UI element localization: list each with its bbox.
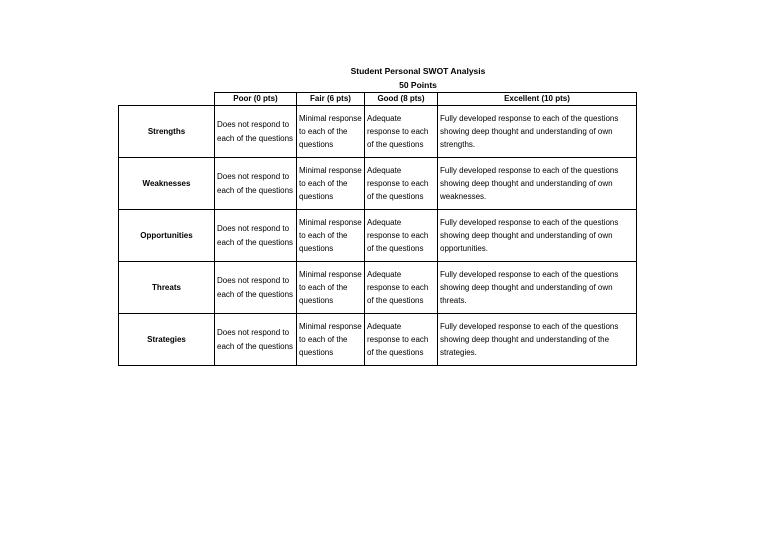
header-row	[119, 93, 637, 106]
header-blank-cell	[119, 93, 215, 106]
header-excellent: Excellent (10 pts)	[438, 93, 637, 106]
cell-poor: Does not respond to each of the questions	[215, 262, 297, 314]
criterion-strategies: Strategies	[119, 314, 215, 366]
header-fair: Fair (6 pts)	[297, 93, 365, 106]
header-good: Good (8 pts)	[365, 93, 438, 106]
criterion-threats: Threats	[119, 262, 215, 314]
cell-fair: Minimal response to each of the questions	[297, 314, 365, 366]
cell-excellent: Fully developed response to each of the questions showing deep thought and understanding of own opportunities.	[438, 210, 637, 262]
cell-fair: Minimal response to each of the questions	[297, 106, 365, 158]
cell-poor: Does not respond to each of the questions	[215, 158, 297, 210]
cell-excellent: Fully developed response to each of the questions showing deep thought and understanding of the strategies.	[438, 314, 637, 366]
rubric-table	[118, 92, 637, 366]
table-row	[119, 314, 637, 366]
table-row	[119, 210, 637, 262]
cell-fair: Minimal response to each of the questions	[297, 158, 365, 210]
cell-poor: Does not respond to each of the questions	[215, 106, 297, 158]
criterion-weaknesses: Weaknesses	[119, 158, 215, 210]
cell-good: Adequate response to each of the questions	[365, 262, 438, 314]
cell-fair: Minimal response to each of the questions	[297, 210, 365, 262]
document-subtitle: 50 Points	[399, 80, 437, 90]
cell-good: Adequate response to each of the questions	[365, 210, 438, 262]
cell-excellent: Fully developed response to each of the questions showing deep thought and understanding of own threats.	[438, 262, 637, 314]
cell-fair: Minimal response to each of the questions	[297, 262, 365, 314]
cell-good: Adequate response to each of the questions	[365, 106, 438, 158]
cell-poor: Does not respond to each of the questions	[215, 210, 297, 262]
table-row	[119, 106, 637, 158]
table-row	[119, 262, 637, 314]
criterion-opportunities: Opportunities	[119, 210, 215, 262]
cell-excellent: Fully developed response to each of the questions showing deep thought and understanding of own weaknesses.	[438, 158, 637, 210]
cell-poor: Does not respond to each of the questions	[215, 314, 297, 366]
document-title: Student Personal SWOT Analysis	[350, 66, 486, 76]
criterion-strengths: Strengths	[119, 106, 215, 158]
cell-excellent: Fully developed response to each of the questions showing deep thought and understanding of own strengths.	[438, 106, 637, 158]
cell-good: Adequate response to each of the questions	[365, 158, 438, 210]
cell-good: Adequate response to each of the questions	[365, 314, 438, 366]
header-poor: Poor (0 pts)	[215, 93, 297, 106]
table-row	[119, 158, 637, 210]
